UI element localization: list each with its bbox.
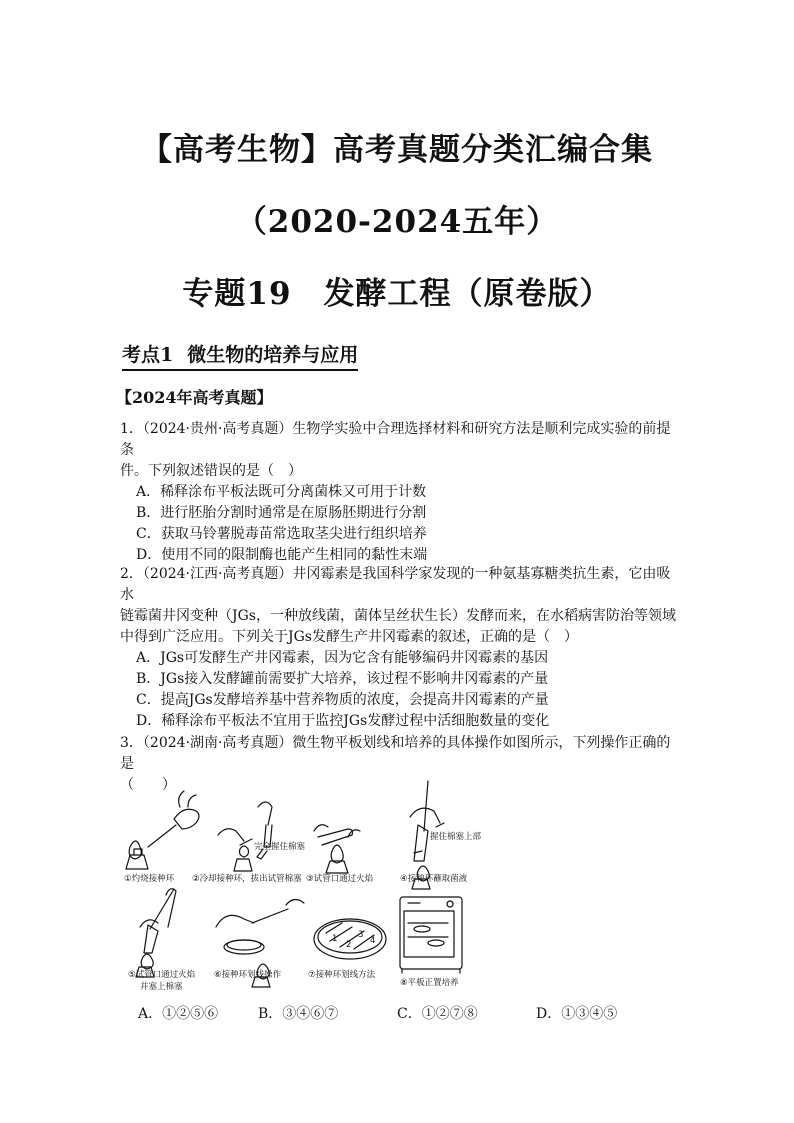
section-name: 微生物的培养与应用	[187, 344, 359, 366]
answer-b: B．③④⑥⑦	[258, 1006, 339, 1022]
question-stem-line: （ ）	[120, 777, 176, 793]
doc-topic-title: 专题19 发酵工程（原卷版）	[182, 276, 612, 312]
answer-d: D．①③④⑤	[536, 1006, 618, 1022]
question-1	[120, 419, 680, 566]
tube-through-flame-illustration	[314, 825, 360, 873]
answer-a: A．①②⑤⑥	[138, 1006, 219, 1022]
answer-c: C．①②⑦⑧	[397, 1006, 478, 1022]
doc-subtitle-years: （2020-2024五年）	[235, 204, 559, 240]
dish-number-3: 3	[358, 930, 364, 940]
question-stem-line: 中得到广泛应用。下列关于JGs发酵生产井冈霉素的叙述，正确的是（ ）	[120, 629, 578, 645]
step-4-caption: ④接种环蘸取菌液	[400, 874, 468, 884]
step-6-caption: ⑥接种环划线操作	[214, 970, 282, 980]
year-heading: 【2024年高考真题】	[116, 388, 273, 407]
option-d: D．稀释涂布平板法不宜用于监控JGs发酵过程中活细胞数量的变化	[136, 713, 550, 729]
step-1-caption: ①灼烧接种环	[124, 874, 175, 884]
dish-number-2: 2	[346, 940, 352, 950]
option-c: C．提高JGs发酵培养基中营养物质的浓度，会提高井冈霉素的产量	[136, 692, 549, 708]
question-stem-line: 2．（2024·江西·高考真题）井冈霉素是我国科学家发现的一种氨基寡糖类抗生素，它由吸水	[120, 566, 671, 603]
question-stem-line: 1．（2024·贵州·高考真题）生物学实验中合理选择材料和研究方法是顺利完成实验的前提条	[120, 421, 671, 458]
callout-grip-top: 握住棉塞上部	[430, 832, 482, 842]
doc-title: 【高考生物】高考真题分类汇编合集	[141, 132, 653, 168]
option-b: B．JGs接入发酵罐前需要扩大培养，该过程不影响井冈霉素的产量	[136, 671, 549, 687]
incubator-illustration	[400, 897, 462, 973]
step-5-caption: ⑤试管口通过火焰	[128, 970, 196, 980]
flame-loop-illustration	[126, 791, 199, 869]
step-2-caption: ②冷却接种环，拔出试管棉塞	[192, 874, 302, 884]
step-8-caption: ⑧平板正置培养	[400, 978, 459, 988]
step-3-caption: ③试管口通过火焰	[306, 874, 374, 884]
question-stem-line: 3．（2024·湖南·高考真题）微生物平板划线和培养的具体操作如图所示，下列操作正确的是	[120, 735, 671, 772]
question-stem-line: 链霉菌井冈变种（JGs，一种放线菌，菌体呈丝状生长）发酵而来，在水稻病害防治等领域	[120, 608, 676, 624]
section-label: 考点1	[122, 344, 174, 366]
dish-number-1: 1	[332, 934, 338, 944]
option-b: B．进行胚胎分割时通常是在原肠胚期进行分割	[136, 505, 427, 521]
streak-plate-figure	[118, 777, 678, 1002]
step-7-caption: ⑦接种环划线方法	[308, 970, 376, 980]
section-heading	[122, 340, 358, 371]
callout-full-grip: 完全握住棉塞	[254, 842, 306, 852]
dish-number-4: 4	[370, 936, 376, 946]
step-5-caption-cont: 并塞上棉塞	[140, 982, 183, 992]
option-c: C．获取马铃薯脱毒苗常选取茎尖进行组织培养	[136, 526, 427, 542]
option-a: A．稀释涂布平板法既可分离菌株又可用于计数	[136, 484, 427, 500]
question-stem-line: 件。下列叙述错误的是（ ）	[120, 463, 302, 479]
replug-tube-illustration	[136, 889, 176, 977]
option-a: A．JGs可发酵生产井冈霉素，因为它含有能够编码井冈霉素的基因	[136, 650, 549, 666]
option-d: D．使用不同的限制酶也能产生相同的黏性末端	[136, 547, 428, 563]
remove-plug-illustration	[218, 802, 272, 871]
question-2	[120, 564, 680, 732]
